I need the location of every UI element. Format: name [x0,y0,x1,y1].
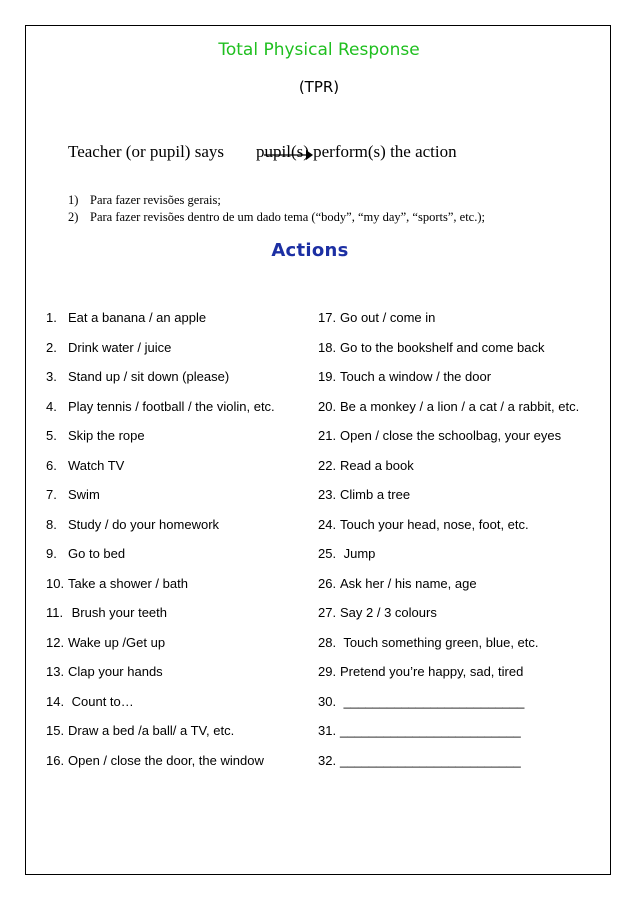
list-item-number: 12. [46,634,65,650]
list-item-number: 16. [46,752,65,768]
list-item-number: 19. [318,369,337,384]
instruction-item [68,193,221,208]
list-item-number: 17. [318,310,337,325]
list-item-text: Go out / come in [340,310,436,325]
list-item-number: 32. [318,752,337,768]
list-item-number: 4. [46,398,57,414]
list-item-text: Go to bed [68,546,126,561]
list-item-text: Touch a window / the door [340,369,492,384]
list-item-text: Touch your head, nose, foot, etc. [340,516,529,532]
list-item-text: Draw a bed /a ball/ a TV, etc. [68,723,235,738]
instruction-text: Para fazer revisões gerais; [90,193,221,207]
list-item-number: 22. [318,457,337,473]
list-item-number: 23. [318,487,337,502]
intro-right-text: pupil(s) perform(s) the action [256,142,457,161]
list-item-number: 3. [46,369,57,384]
list-item-text: Count to… [68,693,134,709]
intro-left-text: Teacher (or pupil) says [68,142,224,161]
list-item-number: 27. [318,605,337,620]
list-item-number: 1. [46,310,57,325]
list-item-text: Take a shower / bath [68,575,188,591]
list-item-text: Jump [340,546,376,561]
list-item-number: 25. [318,546,337,561]
page-title: Total Physical Response [218,40,420,60]
instruction-item [68,210,485,225]
list-item-number: 20. [318,398,337,414]
list-item-text: Wake up /Get up [68,634,166,650]
instruction-number: 1) [68,193,79,207]
list-item-number: 13. [46,664,65,679]
list-item-text: Say 2 / 3 colours [340,605,437,620]
list-item-text: Pretend you’re happy, sad, tired [340,664,524,679]
list-item-number: 21. [318,428,337,443]
list-item-number: 15. [46,723,65,738]
list-item-number: 2. [46,339,57,355]
list-item-number: 8. [46,516,57,532]
list-item-text: Watch TV [68,457,125,473]
list-item-number: 18. [318,339,337,355]
list-item-number: 29. [318,664,337,679]
list-item-number: 5. [46,428,57,443]
list-item-text: Ask her / his name, age [340,575,477,591]
list-item-number: 26. [318,575,337,591]
list-item-number: 7. [46,487,57,502]
list-item-number: 31. [318,723,337,738]
list-item-text: Stand up / sit down (please) [68,369,230,384]
list-item-text: Drink water / juice [68,339,172,355]
list-item-text: Read a book [340,457,414,473]
list-item-number: 24. [318,516,337,532]
list-item-text: _________________________ [340,752,521,768]
list-item-number: 28. [318,634,337,650]
list-item-text: Play tennis / football / the violin, etc. [68,398,275,414]
list-item-number: 10. [46,575,65,591]
list-item-number: 14. [46,693,65,709]
instruction-number: 2) [68,210,79,224]
list-item-number: 11. [46,605,64,620]
list-item-text: _________________________ [340,723,521,738]
list-item-text: Go to the bookshelf and come back [340,339,545,355]
list-item-text: Be a monkey / a lion / a cat / a rabbit, etc. [340,398,580,414]
list-item-text: Brush your teeth [68,605,167,620]
actions-heading: Actions [271,240,349,261]
list-item-text: Open / close the door, the window [68,752,264,768]
list-item-text: Touch something green, blue, etc. [340,634,539,650]
list-item-text: Study / do your homework [68,516,220,532]
instruction-text: Para fazer revisões dentro de um dado tema (“body”, “my day”, “sports”, etc.); [90,210,485,224]
list-item-text: Swim [68,487,100,502]
list-item-text: Open / close the schoolbag, your eyes [340,428,562,443]
list-item-number: 30. [318,693,337,709]
list-item-number: 6. [46,457,57,473]
list-item-text: Climb a tree [340,487,411,502]
list-item-text: Skip the rope [68,428,145,443]
list-item-text: _________________________ [340,693,525,709]
page-subtitle: (TPR) [298,78,340,96]
list-item-text: Eat a banana / an apple [68,310,207,325]
list-item-number: 9. [46,546,57,561]
list-item-text: Clap your hands [68,664,163,679]
